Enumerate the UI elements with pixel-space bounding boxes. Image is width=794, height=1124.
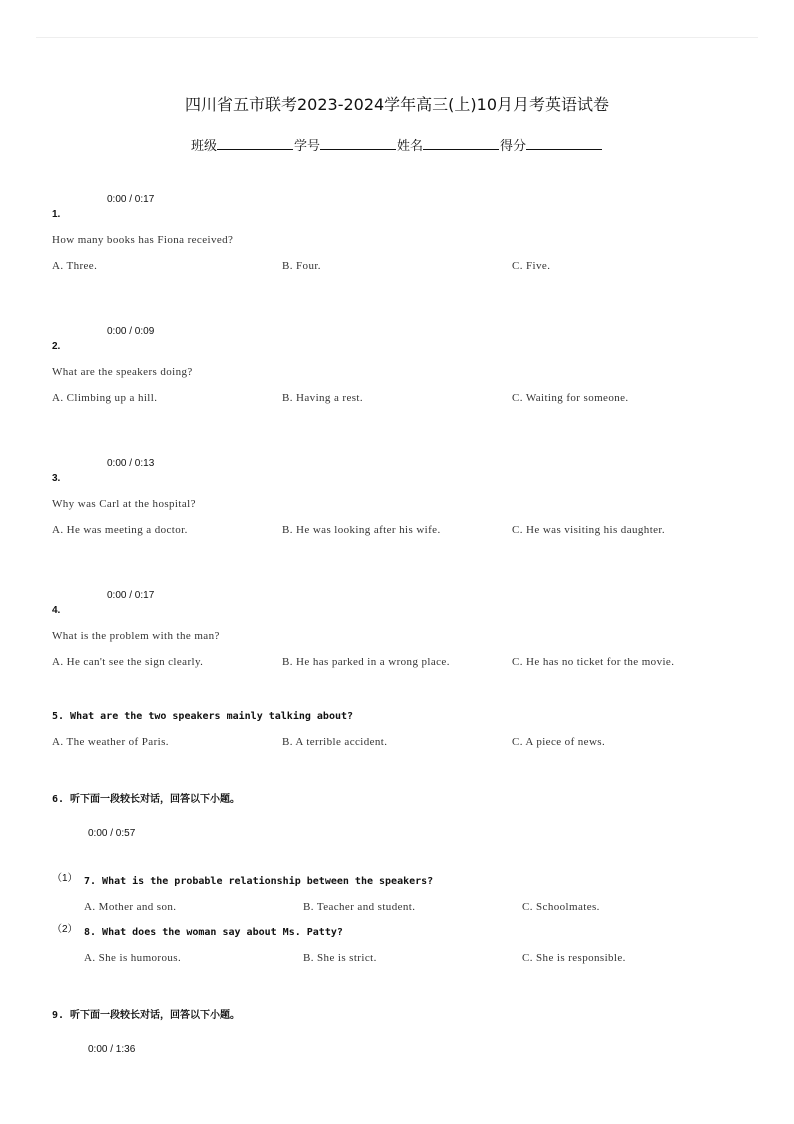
option-c[interactable]: C. Waiting for someone. (512, 392, 629, 404)
question-number: 2. (52, 341, 61, 352)
option-a[interactable]: A. She is humorous. (84, 952, 182, 964)
audio-player-q3[interactable]: 0:00 / 0:13 (107, 458, 155, 469)
option-a[interactable]: A. Climbing up a hill. (52, 392, 158, 404)
option-c[interactable]: C. He was visiting his daughter. (512, 524, 666, 536)
name-label: 姓名 (397, 139, 424, 154)
question-stem: 8. What does the woman say about Ms. Patty? (84, 927, 343, 938)
question-stem: Why was Carl at the hospital? (52, 498, 196, 510)
name-blank[interactable] (423, 137, 499, 150)
page-title: 四川省五市联考2023-2024学年高三(上)10月月考英语试卷 (184, 95, 610, 114)
option-b[interactable]: B. Having a rest. (282, 392, 364, 404)
student-id-label: 学号 (293, 139, 320, 154)
option-c[interactable]: C. Schoolmates. (522, 901, 600, 913)
option-b[interactable]: B. He was looking after his wife. (282, 524, 441, 536)
audio-player-q1[interactable]: 0:00 / 0:17 (107, 194, 155, 205)
option-a[interactable]: A. He was meeting a doctor. (52, 524, 188, 536)
option-c[interactable]: C. He has no ticket for the movie. (512, 656, 675, 668)
question-stem: 5. What are the two speakers mainly talking about? (52, 711, 354, 722)
option-a[interactable]: A. Three. (52, 260, 98, 272)
subquestion-label: （1） (52, 873, 78, 884)
question-stem: 7. What is the probable relationship between the speakers? (84, 876, 434, 887)
audio-player-q2[interactable]: 0:00 / 0:09 (107, 326, 155, 337)
student-info-fields (0, 135, 794, 154)
option-a[interactable]: A. The weather of Paris. (52, 736, 169, 748)
option-b[interactable]: B. Teacher and student. (303, 901, 416, 913)
audio-player-q4[interactable]: 0:00 / 0:17 (107, 590, 155, 601)
option-b[interactable]: B. Four. (282, 260, 321, 272)
option-c[interactable]: C. She is responsible. (522, 952, 626, 964)
option-c[interactable]: C. A piece of news. (512, 736, 606, 748)
question-stem: What is the problem with the man? (52, 630, 220, 642)
class-label: 班级 (190, 139, 217, 154)
question-number: 4. (52, 605, 61, 616)
question-stem: 6. 听下面一段较长对话，回答以下小题。 (52, 794, 241, 805)
question-number: 1. (52, 209, 61, 220)
option-b[interactable]: B. She is strict. (303, 952, 377, 964)
score-blank[interactable] (526, 137, 602, 150)
subquestion-label: （2） (52, 924, 78, 935)
score-label: 得分 (500, 139, 527, 154)
question-stem: What are the speakers doing? (52, 366, 193, 378)
option-b[interactable]: B. He has parked in a wrong place. (282, 656, 450, 668)
option-a[interactable]: A. He can't see the sign clearly. (52, 656, 204, 668)
question-number: 3. (52, 473, 61, 484)
class-blank[interactable] (217, 137, 293, 150)
option-c[interactable]: C. Five. (512, 260, 551, 272)
student-id-blank[interactable] (320, 137, 396, 150)
audio-player-q6[interactable]: 0:00 / 0:57 (88, 828, 136, 839)
option-b[interactable]: B. A terrible accident. (282, 736, 388, 748)
question-stem: 9. 听下面一段较长对话，回答以下小题。 (52, 1010, 241, 1021)
option-a[interactable]: A. Mother and son. (84, 901, 177, 913)
question-stem: How many books has Fiona received? (52, 234, 234, 246)
top-divider (36, 37, 758, 38)
audio-player-q9[interactable]: 0:00 / 1:36 (88, 1044, 136, 1055)
